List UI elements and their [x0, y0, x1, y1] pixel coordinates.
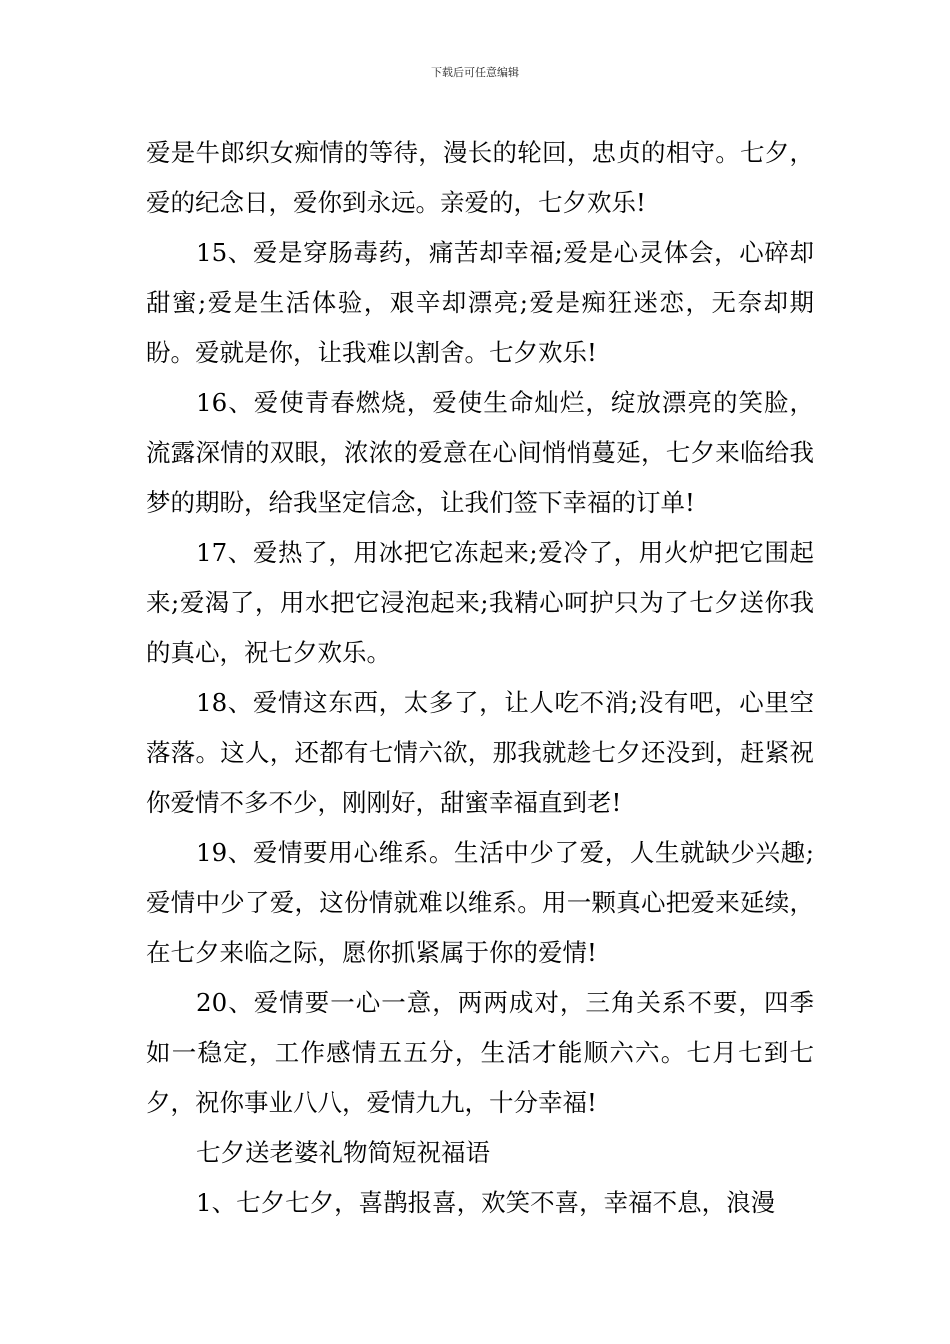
- paragraph-17: 17、爱热了，用冰把它冻起来;爱冷了，用火炉把它围起来;爱渴了，用水把它浸泡起来;我精心呵护只为了七夕送你我的真心，祝七夕欢乐。: [146, 538, 814, 667]
- page-header: 下载后可任意编辑: [431, 66, 519, 79]
- paragraph-16: 16、爱使青春燃烧，爱使生命灿烂，绽放漂亮的笑脸，流露深情的双眼，浓浓的爱意在心间悄悄蔓延，七夕来临给我梦的期盼，给我坚定信念，让我们签下幸福的订单!: [146, 388, 814, 517]
- paragraph-18: 18、爱情这东西，太多了，让人吃不消;没有吧，心里空落落。这人，还都有七情六欲，那我就趁七夕还没到，赶紧祝你爱情不多不少，刚刚好，甜蜜幸福直到老!: [146, 688, 814, 817]
- paragraph-19: 19、爱情要用心维系。生活中少了爱，人生就缺少兴趣;爱情中少了爱，这份情就难以维系。用一颗真心把爱来延续，在七夕来临之际，愿你抓紧属于你的爱情!: [146, 838, 814, 967]
- paragraph-15: 15、爱是穿肠毒药，痛苦却幸福;爱是心灵体会，心碎却甜蜜;爱是生活体验，艰辛却漂亮;爱是痴狂迷恋，无奈却期盼。爱就是你，让我难以割舍。七夕欢乐!: [146, 238, 814, 367]
- section-heading: 七夕送老婆礼物简短祝福语: [196, 1138, 490, 1167]
- document-body: [146, 128, 814, 1228]
- paragraph-20: 20、爱情要一心一意，两两成对，三角关系不要，四季如一稳定，工作感情五五分，生活才能顺六六。七月七到七夕，祝你事业八八，爱情九九，十分幸福!: [146, 988, 814, 1117]
- paragraph-intro: 爱是牛郎织女痴情的等待，漫长的轮回，忠贞的相守。七夕，爱的纪念日，爱你到永远。亲爱的，七夕欢乐!: [146, 138, 814, 217]
- section-item-1: 1、七夕七夕，喜鹊报喜，欢笑不喜，幸福不息，浪漫: [196, 1188, 776, 1217]
